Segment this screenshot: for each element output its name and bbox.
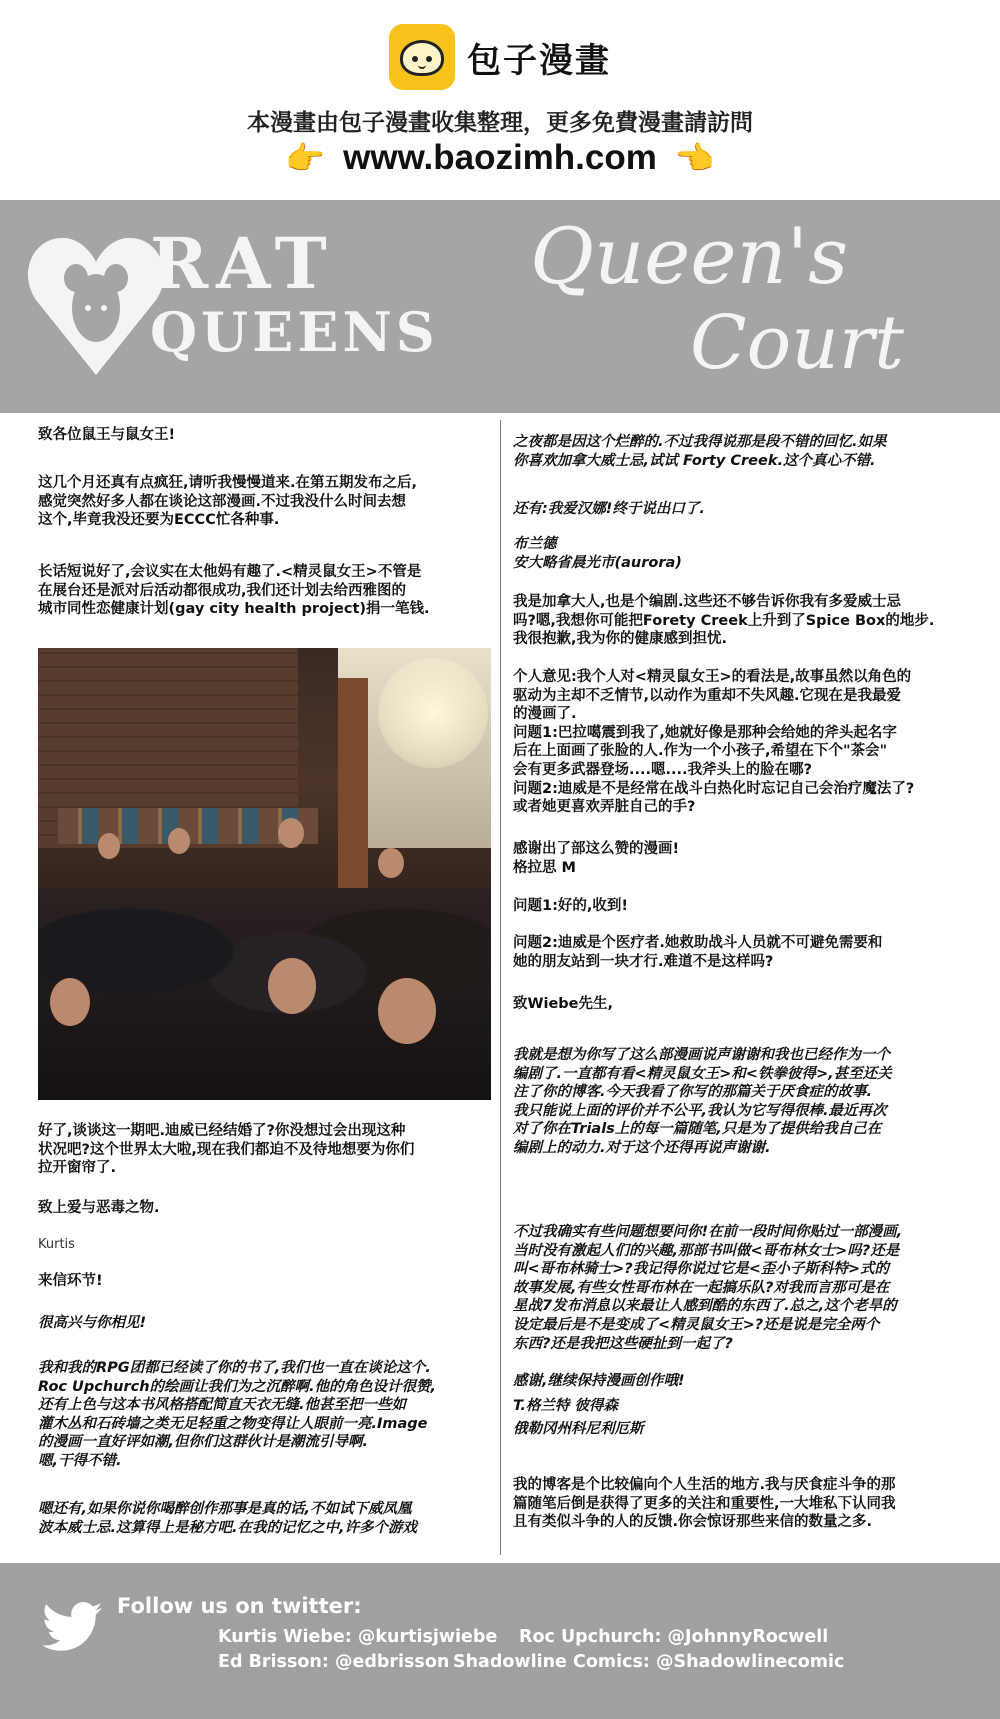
reader-paragraph: 还有:我爱汉娜!终于说出口了. [513,501,705,517]
bun-logo-icon [389,24,455,90]
reader-paragraph: 我就是想为你写了这么部漫画说声谢谢和我也已经作为一个 编剧了.一直都有看<精灵鼠女王>和<铁拳彼得>,甚至还关 注了你的博客.今天我看了你写的那篇关于厌食症的故事. 我只能说上面的评价并不公平,我认为它写得很棒.最近再次 对了你在Trials上的每一篇随笔,只是为了提供给我自己在 编剧上的动力.对于这个还得再说声谢谢. [513,1047,892,1156]
reader-signature-place: 俄勒冈州科尼利厄斯 [513,1421,644,1437]
pointing-right-icon: 👉 [285,139,326,177]
reader-paragraph: 之夜都是因这个烂醉的.不过我得说那是段不错的回忆.如果 你喜欢加拿大威士忌,试试 Forty Creek.这个真心不错. [513,434,887,469]
convention-party-photo [38,648,491,1100]
letter-signature: Kurtis [38,1237,75,1252]
brand [0,24,1000,90]
letter-closing: 致上爱与恶毒之物. [38,1200,160,1216]
page-footer [0,1563,1000,1719]
pointing-left-icon: 👈 [674,139,715,177]
twitter-bird-icon [42,1601,102,1653]
reader-paragraph: 我和我的RPG团都已经读了你的书了,我们也一直在谈论这个. Roc Upchurch的绘画让我们为之沉醉啊.他的角色设计很赞, 还有上色与这本书风格搭配简直天衣无缝.他甚至把一些如 灌木丛和石砖墙之类无足轻重之物变得让人眼前一亮.Image 的漫画一直好评如潮,但你们这群伙计是潮流引导啊. 嗯,干得不错. [38,1360,437,1469]
reader-signature-name: 布兰德 [513,536,557,552]
answer-paragraph: 问题1:好的,收到! [513,898,629,914]
twitter-handle-link[interactable]: Shadowline Comics: @Shadowlinecomic [453,1652,845,1672]
letter-paragraph: 好了,谈谈这一期吧.迪威已经结婚了?你没想过会出现这种 状况吧?这个世界太大啦,现在我们都迫不及待地想要为你们 拉开窗帘了. [38,1123,415,1177]
reader-thanks: 感谢出了部这么赞的漫画! [513,841,680,857]
letter-paragraph: 长话短说好了,会议实在太他妈有趣了.<精灵鼠女王>不管是 在展台还是派对后活动都很成功,我们还计划去给西雅图的 城市同性恋健康计划(gay city health project)捐一笔钱. [38,564,430,618]
site-banner [0,0,1000,200]
reader-signature-name: 格拉思 M [513,860,576,876]
follow-heading: Follow us on twitter: [117,1594,362,1618]
twitter-handle-link[interactable]: Roc Upchurch: @JohnnyRocwell [519,1627,829,1647]
rat-heart-logo-icon [26,230,166,380]
answer-paragraph: 我的博客是个比较偏向个人生活的地方.我与厌食症斗争的那 篇随笔后倒是获得了更多的关注和重要性,一大堆私下认同我 且有类似斗争的人的反馈.你会惊讶那些来信的数量之多. [513,1477,896,1531]
logo-queens-text: QUEENS [150,300,439,364]
brand-name: 包子漫畫 [467,40,611,81]
title-court: Court [690,300,904,386]
site-url-link[interactable]: www.baozimh.com [343,138,657,177]
letter-paragraph: 这几个月还真有点疯狂,请听我慢慢道来.在第五期发布之后, 感觉突然好多人都在谈论这部漫画.不过我没什么时间去想 这个,毕竟我没还要为ECCC忙各种事. [38,475,418,529]
logo-rat-text: RAT [150,222,335,305]
letter-salutation: 致各位鼠王与鼠女王! [38,427,176,443]
title-queens: Queen's [530,212,849,302]
reader-paragraph: 个人意见:我个人对<精灵鼠女王>的看法是,故事虽然以角色的 驱动为主却不乏情节,以动作为重却不失风趣.它现在是我最爱 的漫画了. 问题1:巴拉噶震到我了,她就好像是那种会给她的斧头起名字 后在上面画了张脸的人.作为一个小孩子,希望在下个"茶会" 会有更多武器登场....嗯....我斧头上的脸在哪? 问题2:迪威是不是经常在战斗白热化时忘记自己会治疗魔法了? 或者她更喜欢弄脏自己的手? [513,669,915,816]
column-divider [500,420,501,1555]
reader-paragraph: 不过我确实有些问题想要问你!在前一段时间你贴过一部漫画, 当时没有激起人们的兴趣,那部书叫做<哥布林女士>吗?还是 叫<哥布林骑士>?我记得你说过它是<歪小子斯科特>式的 故事发展,有些女性哥布林在一起搞乐队?对我而言那可是在 星战7发布消息以来最让人感到酷的东西了.总之,这个老旱的 设定最后是不是变成了<精灵鼠女王>?还是说是完全两个 东西?还是我把这些硬扯到一起了? [513,1224,903,1352]
twitter-handle-link[interactable]: Kurtis Wiebe: @kurtisjwiebe [218,1627,498,1647]
section-heading: 来信环节! [38,1273,103,1289]
reader-paragraph: 我是加拿大人,也是个编剧.这些还不够告诉你我有多爱威士忌 吗?嗯,我想你可能把Forety Creek上升到了Spice Box的地步. 我很抱歉,我为你的健康感到担忧. [513,594,935,648]
site-notice: 本漫畫由包子漫畫收集整理，更多免費漫畫請訪問 [247,110,753,136]
answer-paragraph: 问题2:迪威是个医疗者.她救助战斗人员就不可避免需要和 她的朋友站到一块才行.难道不是这样吗? [513,935,883,970]
reader-signature-place: 安大略省晨光市(aurora) [513,555,682,571]
page-header [0,200,1000,413]
twitter-handle-link[interactable]: Ed Brisson: @edbrisson [218,1652,450,1672]
reader-signature-name: T.格兰特 彼得森 [513,1398,618,1414]
url-row [0,138,1000,178]
reader-salutation: 致Wiebe先生, [513,996,614,1012]
reader-paragraph: 嗯还有,如果你说你喝醉创作那事是真的话,不如试下威凤凰 波本威士忌.这算得上是秘方吧.在我的记忆之中,许多个游戏 [38,1501,418,1536]
reader-greeting: 很高兴与你相见! [38,1315,147,1331]
reader-thanks: 感谢,继续保持漫画创作哦! [513,1373,685,1389]
